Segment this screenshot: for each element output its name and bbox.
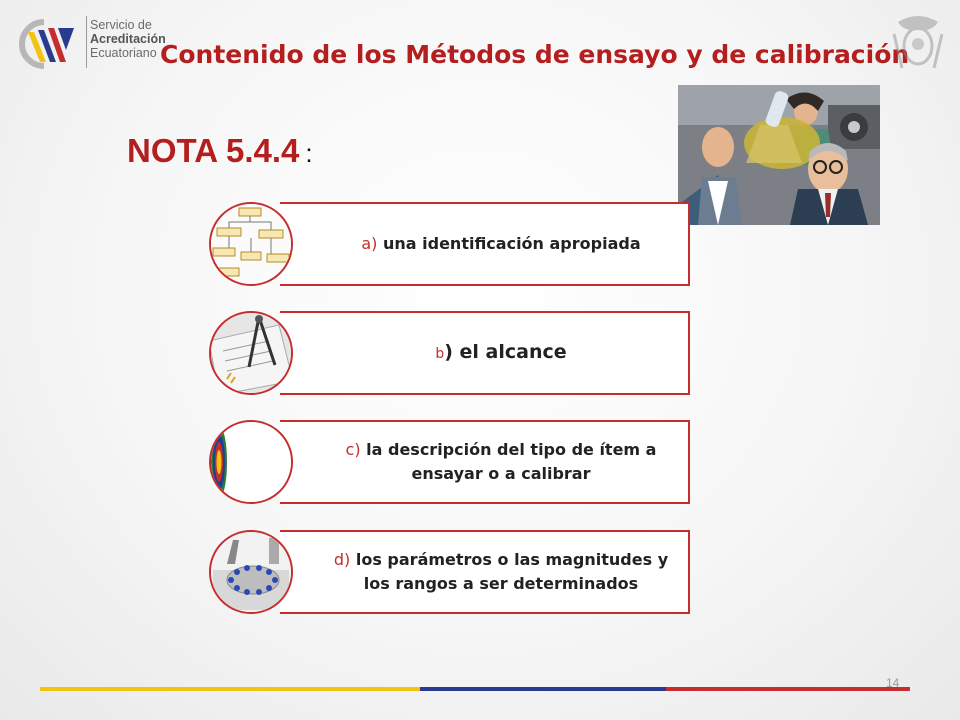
item-letter: a) bbox=[361, 234, 378, 253]
item-label: los parámetros o las magnitudes y los rangos a ser determinados bbox=[355, 550, 669, 593]
list-item-b-text bbox=[385, 340, 582, 366]
org-chart-thumbnail bbox=[209, 202, 293, 286]
bar-red bbox=[666, 687, 910, 691]
target-thumbnail bbox=[209, 420, 293, 504]
logo-divider bbox=[86, 16, 87, 68]
list-item-a-text bbox=[311, 232, 656, 256]
item-letter: b bbox=[435, 346, 445, 362]
list-item-a bbox=[280, 202, 690, 286]
page-number: 14 bbox=[886, 676, 900, 690]
list-item-c bbox=[280, 420, 690, 504]
list-item-b bbox=[280, 311, 690, 395]
bar-blue bbox=[420, 687, 666, 691]
list-item-d bbox=[280, 530, 690, 614]
nota-label: NOTA 5.4.4 bbox=[127, 132, 300, 169]
item-letter: c) bbox=[345, 440, 361, 459]
item-label: ) el alcance bbox=[444, 341, 567, 363]
sae-logo-icon bbox=[14, 16, 84, 72]
lab-instrument-thumbnail bbox=[209, 530, 293, 614]
item-label: la descripción del tipo de ítem a ensayar o a calibrar bbox=[366, 440, 657, 483]
logo-line-3: Ecuatoriano bbox=[90, 46, 157, 60]
item-label: una identificación apropiada bbox=[382, 234, 641, 253]
item-letter: d) bbox=[333, 550, 351, 569]
logo bbox=[14, 14, 164, 74]
nota-heading bbox=[127, 132, 313, 170]
scientists-clipart bbox=[678, 85, 880, 225]
coat-of-arms-icon bbox=[888, 12, 948, 74]
logo-text bbox=[90, 18, 166, 60]
bar-yellow bbox=[40, 687, 420, 691]
list-item-d-text bbox=[280, 548, 688, 596]
slide-title: Contenido de los Métodos de ensayo y de calibración bbox=[160, 40, 910, 69]
bottom-color-bar bbox=[40, 687, 910, 691]
compass-drawing-thumbnail bbox=[209, 311, 293, 395]
list-item-c-text bbox=[280, 438, 688, 486]
logo-line-2: Acreditación bbox=[90, 32, 166, 46]
nota-colon: : bbox=[305, 138, 313, 168]
logo-line-1: Servicio de bbox=[90, 18, 152, 32]
